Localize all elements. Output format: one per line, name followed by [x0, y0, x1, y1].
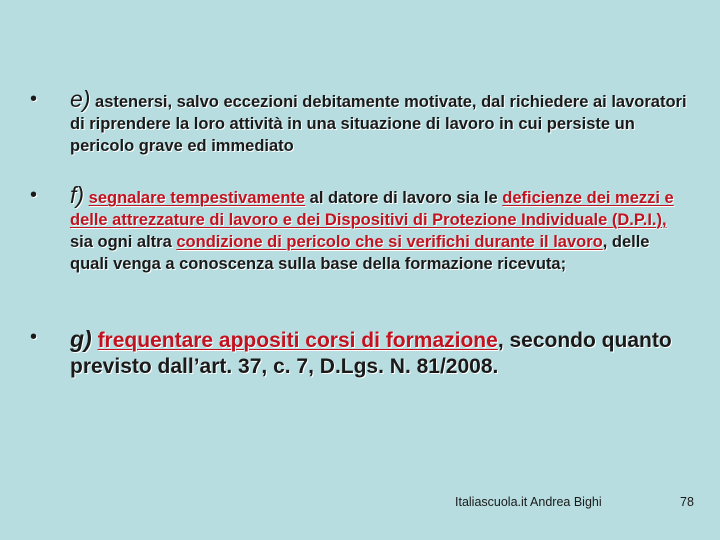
bullet-marker: •	[30, 88, 38, 110]
bullet-text-e	[70, 88, 690, 157]
bullet-item-e	[30, 88, 690, 157]
bullet-marker: •	[30, 184, 38, 206]
bullet-text-f	[70, 184, 690, 275]
plain-text: sia ogni altra	[70, 233, 177, 251]
emphasis-red: segnalare tempestivamente	[88, 189, 306, 207]
bullet-marker: •	[30, 326, 38, 348]
footer-credit: Italiascuola.it Andrea Bighi	[455, 495, 602, 509]
plain-text: , secondo quanto previsto dall’art. 37, c. 7, D.Lgs. N. 81/2008.	[70, 329, 672, 378]
plain-text: al datore di lavoro sia le	[305, 189, 503, 207]
bullet-text-g	[70, 326, 690, 380]
bullet-letter-e: e)	[70, 86, 91, 112]
emphasis-red: deficienze dei mezzi e delle attrezzature di lavoro e dei Dispositivi di Protezione Individuale (D.P.I.),	[70, 189, 674, 229]
page-number: 78	[680, 495, 694, 509]
bullet-letter-f: f)	[70, 182, 85, 208]
emphasis-red: condizione di pericolo che si verifichi durante il lavoro	[176, 233, 603, 251]
bullet-letter-g: g)	[70, 326, 92, 352]
bullet-e-body: astenersi, salvo eccezioni debitamente motivate, dal richiedere ai lavoratori di riprendere la loro attività in una situazione di lavoro in cui persiste un pericolo grave ed immediato	[70, 93, 687, 155]
bullet-item-g	[30, 326, 690, 380]
plain-text: , delle quali venga a conoscenza sulla base della formazione ricevuta;	[70, 233, 650, 273]
bullet-item-f	[30, 184, 690, 275]
emphasis-red: frequentare appositi corsi di formazione	[97, 329, 498, 352]
